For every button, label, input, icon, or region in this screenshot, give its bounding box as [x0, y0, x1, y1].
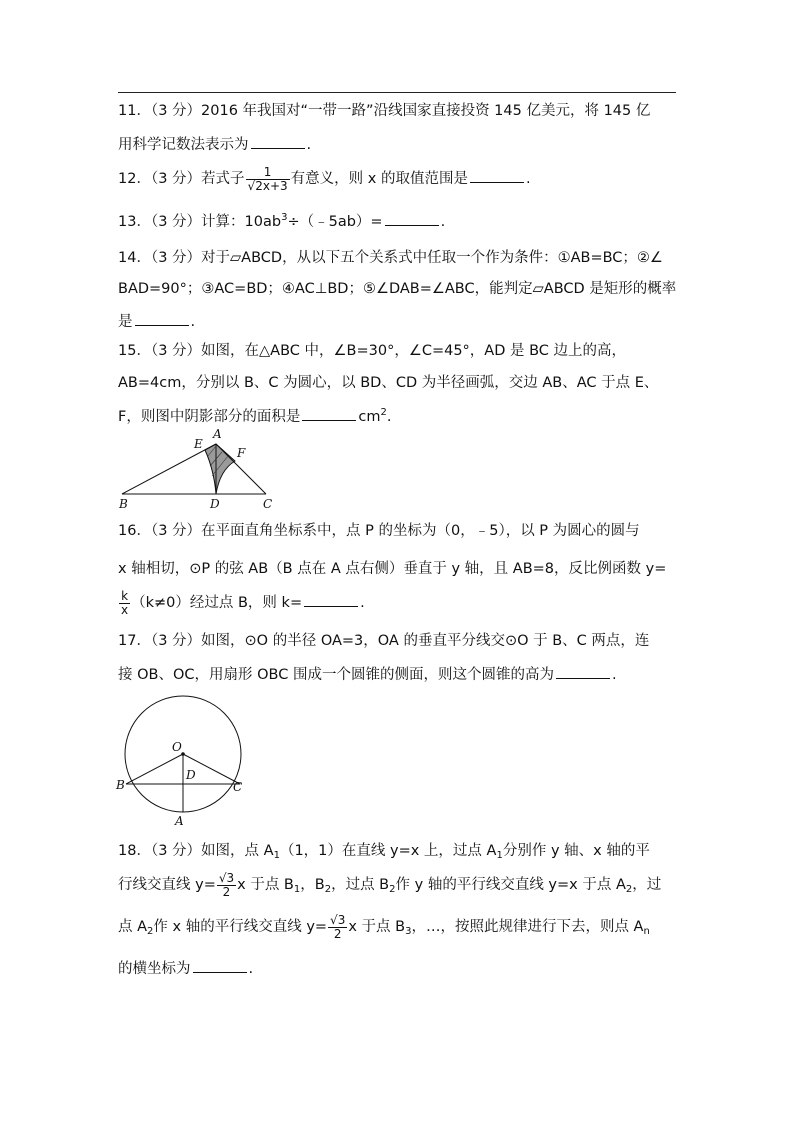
q18-fraction-1: $\frac{√3}{2}$: [218, 871, 235, 899]
q16-line2: x 轴相切，⊙P 的弦 AB（B 点在 A 点右侧）垂直于 y 轴，且 AB=8，反比例函数 y=: [118, 561, 667, 577]
label-c: C: [233, 780, 243, 794]
q15-line2: AB=4cm，分别以 B、C 为圆心，以 BD、CD 为半径画弧，交边 AB、AC 于点 E、: [118, 375, 659, 391]
q18-fraction-2: $\frac{√3}{2}$: [330, 913, 346, 941]
q16-line1: 16．（3 分）在平面直角坐标系中，点 P 的坐标为（0，﹣5），以 P 为圆心的圆与: [118, 523, 640, 539]
q16-line3: $\frac{k}{x}$ （k≠0）经过点 B，则 k= .: [121, 589, 365, 617]
answer-blank[interactable]: [135, 313, 189, 326]
q12-line: 12．（3 分）若式子 $\frac{1}{√2x+3}$ 有意义，则 x 的取值范围是 .: [118, 165, 531, 193]
q15-triangle-figure: [112, 426, 282, 514]
q18-line1: 18．（3 分）如图，点 $A_1(1$，1）在直线 y=x 上，过点 $A_1$分别作 y 轴、x 轴的平: [118, 843, 650, 861]
q13-line: 13．（3 分）计算：$10ab^3\div(﹣5ab)=$ .: [118, 212, 446, 230]
q18-line3: 点 $A_2$作 x 轴的平行线交直线 y= $\frac{√3}{2}$ x 于点 $B_3$，…，按照此规律进行下去，则点 $A_n$: [118, 913, 650, 941]
header-rule: [118, 92, 676, 93]
q12-fraction: $\frac{1}{√2x+3}$: [247, 165, 288, 193]
answer-blank[interactable]: [470, 170, 524, 183]
label-f: F: [237, 446, 246, 460]
shaded-region: [205, 444, 235, 494]
q14-line1: 14．（3 分）对于▱ABCD，从以下五个关系式中任取一个作为条件：①AB=BC；②∠: [118, 250, 663, 266]
answer-blank[interactable]: [251, 136, 305, 149]
answer-blank[interactable]: [385, 213, 439, 226]
q14-line2: BAD=90°；③AC=BD；④AC⊥BD；⑤∠DAB=∠ABC，能判定▱ABCD 是矩形的概率: [118, 281, 677, 297]
label-d: D: [210, 497, 220, 511]
label-c: C: [263, 497, 273, 511]
q18-line2: 行线交直线 y= $\frac{√3}{2}$ x 于点 $B_1$，$B_2$，过点 $B_2$作 y 轴的平行线交直线 y=x 于点 $A_2$，过: [118, 871, 662, 899]
q17-line2: 接 OB、OC，用扇形 OBC 围成一个圆锥的侧面，则这个圆锥的高为 .: [118, 667, 617, 683]
radius-ob: [126, 754, 183, 784]
label-a: A: [213, 427, 222, 441]
answer-blank[interactable]: [302, 408, 356, 421]
q18-line4: 的横坐标为 .: [118, 961, 254, 977]
q11-line1: 11．（3 分）2016 年我国对“一带一路”沿线国家直接投资 145 亿美元，将 145 亿: [118, 103, 651, 119]
answer-blank[interactable]: [304, 594, 358, 607]
q16-fraction: $\frac{k}{x}$: [121, 589, 129, 617]
label-e: E: [194, 437, 203, 451]
q17-line1: 17．（3 分）如图，⊙O 的半径 OA=3，OA 的垂直平分线交⊙O 于 B、C 两点，连: [118, 633, 650, 649]
label-d: D: [186, 768, 196, 782]
label-b: B: [119, 497, 128, 511]
answer-blank[interactable]: [193, 960, 247, 973]
side-ab: [122, 444, 216, 494]
label-o: O: [172, 740, 182, 754]
q11-line2: 用科学记数法表示为 .: [118, 137, 312, 153]
label-b: B: [116, 778, 125, 792]
q17-circle-figure: [112, 694, 248, 828]
answer-blank[interactable]: [556, 666, 610, 679]
q14-line3: 是 .: [118, 314, 196, 330]
q15-line1: 15．（3 分）如图，在△ABC 中，∠B=30°，∠C=45°，AD 是 BC 边上的高，: [118, 343, 627, 359]
label-a: A: [175, 814, 184, 828]
q15-line3: F，则图中阴影部分的面积是 $cm^2$.: [118, 407, 392, 425]
